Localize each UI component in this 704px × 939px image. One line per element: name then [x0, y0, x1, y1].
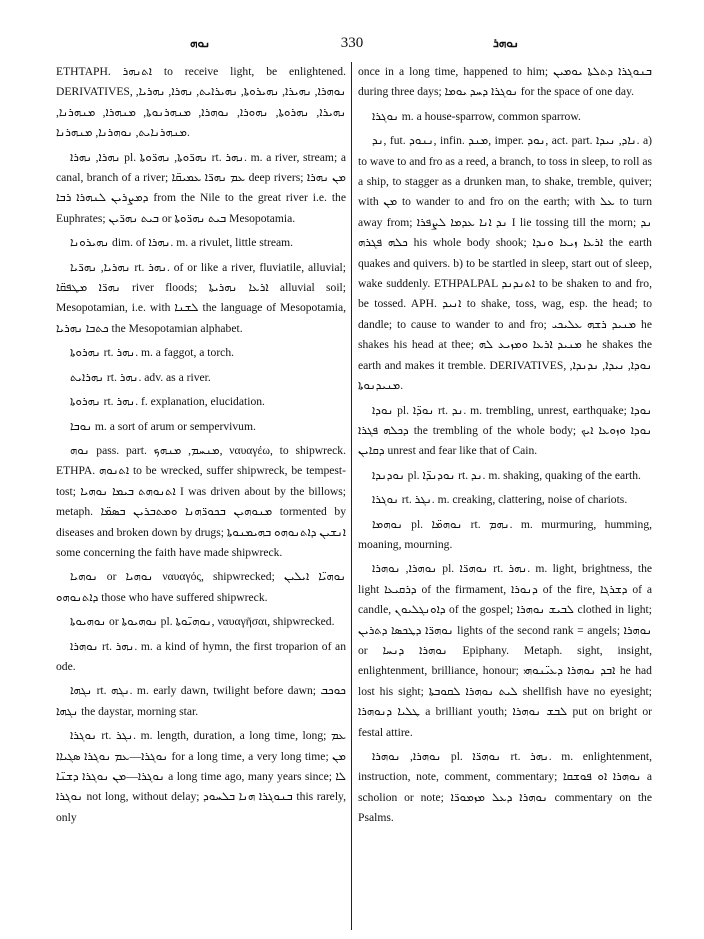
running-head-right: ܢܘܗܪ	[492, 36, 519, 50]
dictionary-entry: ܢܗܪܐ, ܢܗܪܐ pl. ܢܗܪ̈ܘܬܐ, ܢܗܪ̈ܘܬܐ rt. ܢܗܪ. m. a river, stream; a canal, branch of a river; ܥܡ ܢܗܪ̈ܐ ܥܡܝܩ̈ܐ deep rivers; ܡܢ ܢܗܪܐ ܕܡܨܪܝܢ ܠܢܗܪܐ ܪܒܐ from the Nile to the great river i.e. the Euphrates; ܒܝܬ ܢܗܪ̈ܝܢ or ܒܝܬ ܢܗܪ̈ܘܬܐ Mesopotamia.	[56, 150, 346, 225]
dictionary-entry: ܢܓܗܐ rt. ܢܓܗ. m. early dawn, twilight before dawn; ܟܘܟܒ ܢܓܗܐ the daystar, morning star.	[56, 684, 346, 718]
dictionary-entry: ܢܗܝܪܘܢܐ dim. of ܢܗܪܐ. m. a rivulet, little stream.	[70, 236, 294, 250]
right-column	[358, 62, 652, 934]
column-divider	[351, 62, 352, 930]
dictionary-entry: ܢܗܪܐܝܬ rt. ܢܗܪ. adv. as a river.	[70, 370, 211, 384]
dictionary-entry: ܢܘܗܝܘܬܐ or ܢܘܗܝܘܬܐ pl. ܢܘܗܝ̈ܘܬܐ, ναυαγῆσαι, shipwrecked.	[70, 615, 335, 629]
dictionary-entry: ܢܗܪܘܬܐ rt. ܢܗܪ. f. explanation, elucidation.	[70, 395, 265, 409]
dictionary-entry: ܢܘܕܢܕܐ pl. ܢܘܕܢܕ̈ܐ rt. ܢܕ. m. shaking, quaking of the earth.	[372, 468, 641, 482]
dictionary-entry: ETHTAPH. ܐܬܢܗܪ to receive light, be enlightened. DERIVATIVES, ܢܘܗܪܐ, ܢܗܝܪܐ, ܢܗܝܪܘܬܐ, ܢܗܝܪܐܝܬ, ܢܗܪܐ, ܢܗܪܝܐ, ܢܗܝܪܐ, ܢܗܪܘܬܐ, ܢܗܘܪܐ, ܢܘܗܪܐ, ܡܢܗܪܢܘܬܐ, ܡܢܗܪܐ, ܡܢܗܪܢܐ, ܡܢܗܪܢܐܝܬ, ܢܘܗܪܢܐ, ܡܢܗܪܢܐ.	[56, 65, 346, 140]
dictionary-entry: ܢܘܕܐ pl. ܢܘܕ̈ܐ rt. ܢܕ. m. trembling, unrest, earthquake; ܢܘܕܐ ܕܟܠܗ ܦܓܪܐ the trembling of the whole body; ܢܘܕܐ ܘܙܘܥܐ ܐܝܟ ܕܩܐܝܢ unrest and fear like that of Cain.	[358, 403, 652, 458]
dictionary-entry: ܢܘܗܝܐ or ܢܘܗܝܐ ναυαγός, shipwrecked; ܢܘܗܝ̈ܐ ܐܝܠܝܢ ܕܐܬܢܘܗܘ those who have suffered shipwreck.	[56, 570, 346, 604]
dictionary-entry: ܢܗܪܝܐ, ܢܗܪ̈ܝܐ rt. ܢܗܪ. of or like a river, fluviatile, alluvial; ܢܗܪ̈ܐ ܡܛܦܩ̈ܐ river floods; ܐܪܥܐ ܢܗܪܝܬܐ alluvial soil; Mesopotamian, i.e. with ܠܫܢܐ the language of Mesopotamia, ܟܬܒܐ ܢܗܪܝܐ the Mesopotamian alphabet.	[56, 260, 346, 335]
dictionary-entry: ܢܘܓܪܐ m. a house-sparrow, common sparrow.	[372, 109, 581, 123]
dictionary-entry: ܢܘܓܪܐ rt. ܢܓܪ. m. creaking, clattering, noise of chariots.	[372, 493, 628, 507]
running-head-left: ܢܘܗ	[190, 36, 211, 50]
dictionary-entry: ܢܕ, fut. ܢܢܘܕ, infin. ܡܢܕ, imper. ܢܘܕ, act. part. ܢܐܕ, ܢܝܕܐ. a) to wave to and fro as a reed, a branch, to toss in sleep, to roll as a ship, to stagger as a drunken man, to shake, tremble, quiver; with ܡܢ to wander to and fro on the earth; with ܥܠ to turn away from; ܢܕ ܐܢܐ ܥܕܡܐ ܠܨܦܪܐ I lie tossing till the morn; ܢܕ ܟܠܗ ܦܓܪܗ his whole body shook; ܐܪܥܐ ܙܝܥܐ ܘܢܕܐ the earth quakes and quivers. b) to be startled in sleep, start out of sleep, wake suddenly. ETHPALPAL ܐܬܢܕܢܕ to be shaken to and fro, be tossed. APH. ܐܢܝܕ to shake, toss, wag, esp. the head; to dandle; to cause to wander to and fro; ܡܢܝܕ ܪܫܗ ܥܠܝܟܝ he shakes his head at thee; ܡܢܝܕ ܐܪܥܐ ܘܡܙܝܥ ܠܗ he shakes the earth and makes it tremble. DERIVATIVES, ܢܘܕܐ, ܢܝܕܐ, ܢܕܢܕܐ, ܡܢܝܕܢܘܬܐ.	[358, 134, 652, 393]
dictionary-entry: ܢܘܒܐ m. a sort of arum or sempervivum.	[70, 419, 256, 433]
dictionary-entry: ܢܘܗܪܐ, ܢܘܗܪܐ pl. ܢܘܗܪ̈ܐ rt. ܢܗܪ. m. light, brightness, the light ܕܪܩܝܥܐ of the firmament, ܕܢܘܪܐ of the fire, ܕܫܪܓܐ of a candle, ܕܐܘܢܓܠܝܘܢ of the gospel; ܠܒܝܫ ܢܘܗܪܐ clothed in light; ܢܘܗܪ̈ܐ ܕܛܟܣܐ ܕܬܪܝܢ lights of the second rank = angels; ܢܘܗܪܐ or ܢܘܗܪܐ ܕܢܚܐ Epiphany. Metaph. sight, insight, enlightenment, brilliance, honour; ܐܒܕ ܢܘܗܪܐ ܕܥܝ̈ܢܘܗܝ he had lost his sight; ܠܝܬ ܢܘܗܪܐ ܠܩܘܒܬܐ shellfish have no eyesight; ܛܠܝܐ ܕܢܘܗܪܐ a brilliant youth; ܠܒܫ ܢܘܗܪܐ put on bright or festal attire.	[358, 562, 652, 739]
left-column	[56, 62, 346, 934]
dictionary-entry: ܢܘܓܪܐ rt. ܢܓܪ. m. length, duration, a long time, long; ܥܡ ܢܘܓܪܐ—ܥܡ ܢܘܓܪܐ ܣܓܝܐܐ for a long time, a very long time; ܡܢ ܢܘܓܪܐ—ܡܢ ܢܘܓܪܐ ܕܫܢ̈ܐ a long time ago, many years since; ܠܐ ܢܘܓܪܐ not long, without delay; ܒܢܘܓܪܐ ܗܢܐ ܒܠܚܘܕ this rarely, only	[56, 729, 346, 824]
dictionary-entry: ܢܘܗܪܐ rt. ܢܗܪ. m. a kind of hymn, the first troparion of an ode.	[56, 639, 346, 673]
dictionary-entry: ܢܗܪܘܬܐ rt. ܢܗܪ. m. a faggot, a torch.	[70, 346, 235, 360]
page-number: 330	[340, 35, 364, 51]
dictionary-entry: ܢܘܗܡܐ pl. ܢܘܗܡ̈ܐ rt. ܢܗܡ. m. murmuring, humming, moaning, mourning.	[358, 517, 652, 551]
page-header	[0, 30, 704, 56]
dictionary-entry: once in a long time, happened to him; ܒܢܘܓܪܐ ܕܬܠܬܐ ܝܘܡܝܢ during three days; ܢܘܓܪܐ ܕܚܕ ܝܘܡܐ for the space of one day.	[358, 65, 652, 99]
dictionary-entry: ܢܘܗ pass. part. ܡܢܚܡ, ܡܢܗܟ, ναυαγέω, to shipwreck. ETHPA. ܐܬܢܘܗ to be wrecked, suffer shipwreck, be tempest-tost; ܐܬܢܘܗܬ ܒܝܡܐ ܢܘܗܝܐ I was driven about by the billows; metaph. ܡܢܘܗܝܢ ܒܟܘܪ̈ܗܢܐ ܘܡܬܒܪܝܢ ܒܣܡ̈ܐ tormented by diseases and broken down by drugs; ܐܢܫܝܢ ܕܐܬܢܘܗܘ ܒܗܝܡܢܘܬܐ some concerning the faith have made shipwreck.	[56, 443, 346, 559]
dictionary-entry: ܢܘܗܪܐ, ܢܘܗܪܐ pl. ܢܘܗܪ̈ܐ rt. ܢܗܪ. m. enlightenment, instruction, note, comment, commentary; ܢܘܗܪܐ ܐܘ ܦܘܫܩܐ a scholion or note; ܢܘܗܪܐ ܕܥܠ ܡܙܡܘܪ̈ܐ commentary on the Psalms.	[358, 750, 652, 825]
